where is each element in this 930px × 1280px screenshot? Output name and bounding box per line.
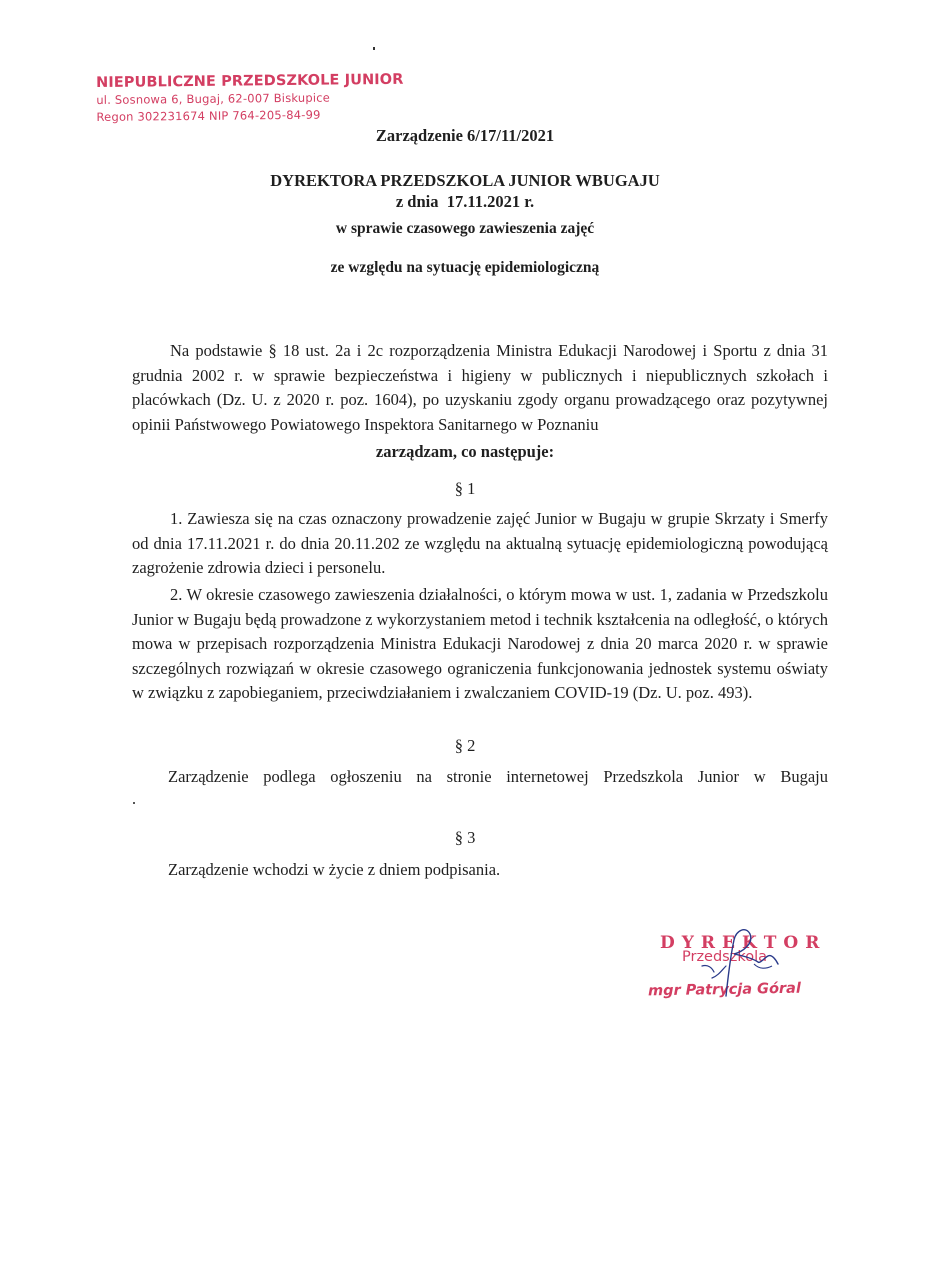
section-1-point-1: 1. Zawiesza się na czas oznaczony prowadzenie zajęć Junior w Bugaju w grupie Skrzaty i Smerfy od dnia 17.11.2021 r. do dnia 20.11.202 ze względu na aktualną sytuację epidemiologiczną powodującą zagrożenie zdrowia dzieci i personelu. <box>132 509 828 577</box>
section-2-text: Zarządzenie podlega ogłoszeniu na stronie internetowej Przedszkola Junior w Bugaju <box>168 767 828 786</box>
section-1-heading: § 1 <box>454 479 476 498</box>
section-2-heading: § 2 <box>454 736 476 755</box>
section-3-text: Zarządzenie wchodzi w życie z dniem podpisania. <box>168 860 501 879</box>
intro-paragraph: Na podstawie § 18 ust. 2a i 2c rozporządzenia Ministra Edukacji Narodowej i Sportu z dnia 31 grudnia 2002 r. w sprawie bezpieczeństwa i higieny w publicznych i niepublicznych szkołach i placówkach (Dz. U. z 2020 r. poz. 1604), po uzyskaniu zgody organu prowadzącego oraz pozytywnej opinii Państwowego Powiatowego Inspektora Sanitarnego w Poznaniu <box>132 341 828 434</box>
decree-statement: zarządzam, co następuje: <box>375 442 555 461</box>
scan-speck <box>373 47 375 50</box>
section-1-point-2: 2. W okresie czasowego zawieszenia działalności, o którym mowa w ust. 1, zadania w Przedszkolu Junior w Bugaju będą prowadzone z wykorzystaniem metod i technik kształcenia na odległość, o których mowa w przepisach rozporządzenia Ministra Edukacji Narodowej z dnia 20 marca 2020 r. w sprawie szczególnych rozwiązań w okresie czasowego ograniczenia funkcjonowania jednostek systemu oświaty w związku z zapobieganiem, przeciwdziałaniem i zwalczaniem COVID-19 (Dz. U. poz. 493). <box>132 585 829 702</box>
stamp-institution-name: NIEPUBLICZNE PRZEDSZKOLE JUNIOR <box>96 71 404 91</box>
stamp-director-name: mgr Patrycja Góral <box>647 980 802 1000</box>
decree-subject-1: w sprawie czasowego zawieszenia zajęć <box>335 220 595 237</box>
stamp-address: ul. Sosnowa 6, Bugaj, 62-007 Biskupice <box>96 90 331 107</box>
institution-stamp <box>96 71 404 126</box>
stamp-ids: Regon 302231674 NIP 764-205-84-99 <box>96 107 321 124</box>
decree-date: z dnia 17.11.2021 r. <box>395 192 535 211</box>
decree-number: Zarządzenie 6/17/11/2021 <box>375 126 555 145</box>
decree-subject-2: ze względu na sytuację epidemiologiczną <box>330 259 600 276</box>
decree-issuer-block <box>0 170 930 212</box>
decree-issuer: DYREKTORA PRZEDSZKOLA JUNIOR WBUGAJU <box>270 171 660 190</box>
section-3-heading: § 3 <box>454 828 476 847</box>
scan-speck <box>133 802 135 804</box>
handwritten-signature <box>668 918 808 1008</box>
stamp-director-subtitle: Przedszkola <box>682 949 768 965</box>
stamp-director-title: DYREKTOR <box>660 933 827 953</box>
